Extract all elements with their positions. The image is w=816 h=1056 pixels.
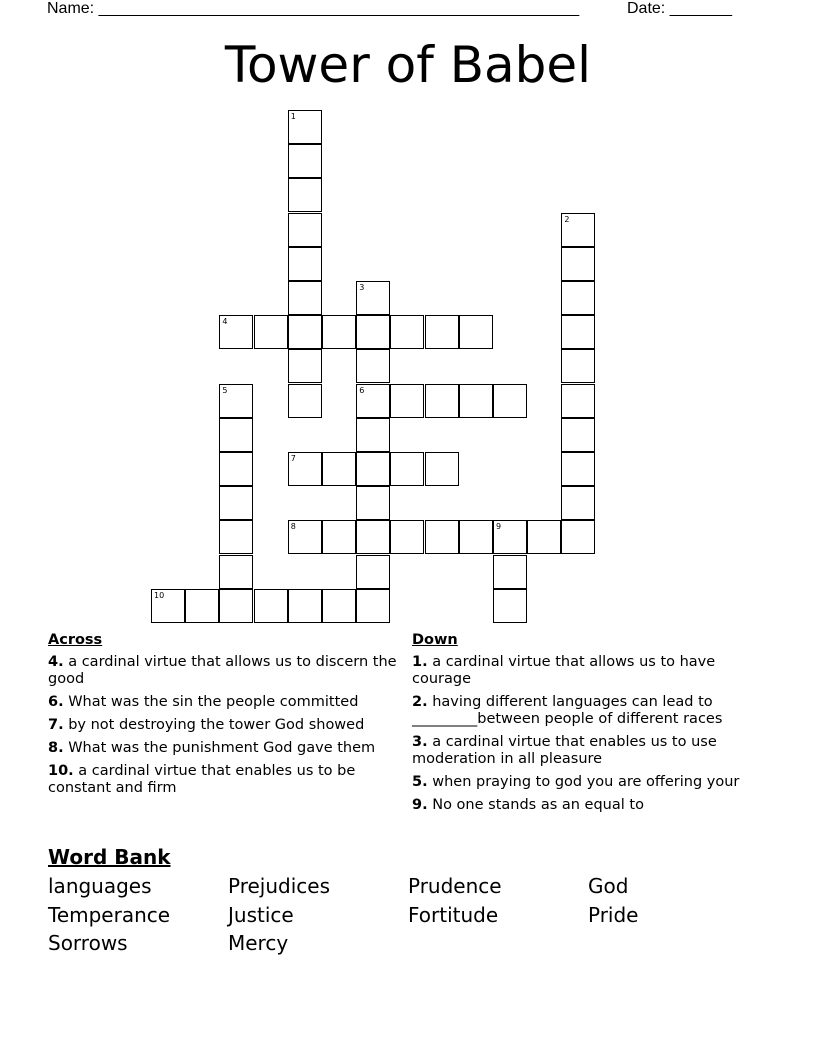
clue-number: 3 [359, 283, 365, 292]
grid-cell[interactable] [493, 384, 527, 418]
grid-cell[interactable] [151, 589, 185, 623]
grid-cell[interactable] [356, 555, 390, 589]
grid-cell[interactable] [425, 452, 459, 486]
grid-cell[interactable] [390, 520, 424, 554]
clue-across-8: 8. What was the punishment God gave them [48, 740, 376, 756]
word-bank-item: Pride [588, 903, 639, 927]
clue-number: 4 [222, 317, 228, 327]
grid-cell[interactable] [288, 110, 322, 144]
grid-cell[interactable] [425, 384, 459, 418]
grid-cell[interactable] [390, 315, 424, 349]
grid-cell[interactable] [390, 452, 424, 486]
grid-cell[interactable] [219, 418, 253, 452]
grid-cell[interactable] [561, 349, 595, 383]
clue-across-4: 4. a cardinal virtue that allows us to discern the good [48, 654, 397, 687]
grid-cell[interactable] [219, 486, 253, 520]
grid-cell[interactable] [493, 589, 527, 623]
grid-cell[interactable] [288, 281, 322, 315]
grid-cell[interactable] [561, 486, 595, 520]
grid-cell[interactable] [561, 452, 595, 486]
grid-cell[interactable] [527, 520, 561, 554]
grid-cell[interactable] [561, 213, 595, 247]
grid-cell[interactable] [288, 144, 322, 178]
grid-cell[interactable] [356, 384, 390, 418]
word-bank-item: Prudence [408, 874, 502, 898]
grid-cell[interactable] [288, 452, 322, 486]
word-bank-heading: Word Bank [48, 845, 171, 869]
grid-cell[interactable] [425, 315, 459, 349]
grid-cell[interactable] [288, 213, 322, 247]
grid-cell[interactable] [356, 281, 390, 315]
grid-cell[interactable] [288, 315, 322, 349]
grid-cell[interactable] [322, 589, 356, 623]
grid-cell[interactable] [493, 555, 527, 589]
grid-cell[interactable] [459, 384, 493, 418]
grid-cell[interactable] [390, 384, 424, 418]
clue-across-6: 6. What was the sin the people committed [48, 694, 359, 710]
grid-cell[interactable] [459, 520, 493, 554]
word-bank-item: Mercy [228, 931, 289, 955]
word-bank-item: Fortitude [408, 903, 499, 927]
grid-cell[interactable] [425, 520, 459, 554]
grid-cell[interactable] [561, 247, 595, 281]
clue-number: 9 [496, 522, 502, 532]
grid-cell[interactable] [219, 452, 253, 486]
grid-cell[interactable] [254, 589, 288, 623]
puzzle-title: Tower of Babel [224, 36, 592, 94]
grid-cell[interactable] [219, 520, 253, 554]
grid-cell[interactable] [288, 247, 322, 281]
grid-cell[interactable] [561, 418, 595, 452]
clue-down-3: 3. a cardinal virtue that enables us to use moderation in all pleasure [412, 734, 717, 767]
grid-cell[interactable] [493, 520, 527, 554]
clue-number: 7 [290, 454, 296, 463]
across-clues [48, 632, 398, 803]
word-bank-item: Justice [228, 903, 294, 927]
clue-number: 6 [359, 385, 365, 395]
clue-across-10: 10. a cardinal virtue that enables us to be constant and firm [48, 763, 356, 796]
across-heading: Across [48, 632, 103, 648]
grid-cell[interactable] [219, 555, 253, 589]
clue-down-5: 5. when praying to god you are offering your [412, 774, 740, 790]
grid-cell[interactable] [356, 486, 390, 520]
down-clues [412, 632, 772, 820]
word-bank-item: Sorrows [48, 931, 128, 955]
date-field-label: Date: _______ [627, 0, 732, 17]
grid-cell[interactable] [356, 589, 390, 623]
grid-cell[interactable] [356, 315, 390, 349]
clue-across-7: 7. by not destroying the tower God showed [48, 717, 365, 733]
clue-number: 10 [154, 590, 165, 600]
grid-cell[interactable] [561, 384, 595, 418]
down-heading: Down [412, 632, 458, 648]
clue-down-1: 1. a cardinal virtue that allows us to have courage [412, 654, 716, 687]
clue-number: 1 [290, 112, 296, 121]
name-field-label: Name: ______________________________________________________ [47, 0, 580, 17]
grid-cell[interactable] [219, 384, 253, 418]
word-bank-item: God [588, 874, 629, 898]
clue-down-2: 2. having different languages can lead to _________between people of different races [412, 694, 723, 727]
grid-cell[interactable] [288, 384, 322, 418]
word-bank-item: Prejudices [228, 874, 331, 898]
grid-cell[interactable] [561, 520, 595, 554]
clue-number: 2 [564, 214, 570, 224]
grid-cell[interactable] [288, 589, 322, 623]
grid-cell[interactable] [185, 589, 219, 623]
grid-cell[interactable] [219, 315, 253, 349]
grid-cell[interactable] [561, 281, 595, 315]
grid-cell[interactable] [561, 315, 595, 349]
grid-cell[interactable] [219, 589, 253, 623]
grid-cell[interactable] [356, 418, 390, 452]
grid-cell[interactable] [356, 520, 390, 554]
grid-cell[interactable] [254, 315, 288, 349]
grid-cell[interactable] [322, 520, 356, 554]
grid-cell[interactable] [356, 349, 390, 383]
grid-cell[interactable] [322, 315, 356, 349]
grid-cell[interactable] [288, 178, 322, 212]
grid-cell[interactable] [322, 452, 356, 486]
grid-cell[interactable] [459, 315, 493, 349]
clue-number: 5 [222, 385, 228, 395]
grid-cell[interactable] [288, 520, 322, 554]
clue-down-9: 9. No one stands as an equal to [412, 797, 644, 813]
clue-number: 8 [290, 522, 296, 532]
grid-cell[interactable] [288, 349, 322, 383]
word-bank-item: Temperance [48, 903, 171, 927]
grid-cell[interactable] [356, 452, 390, 486]
word-bank-item: languages [48, 874, 152, 898]
